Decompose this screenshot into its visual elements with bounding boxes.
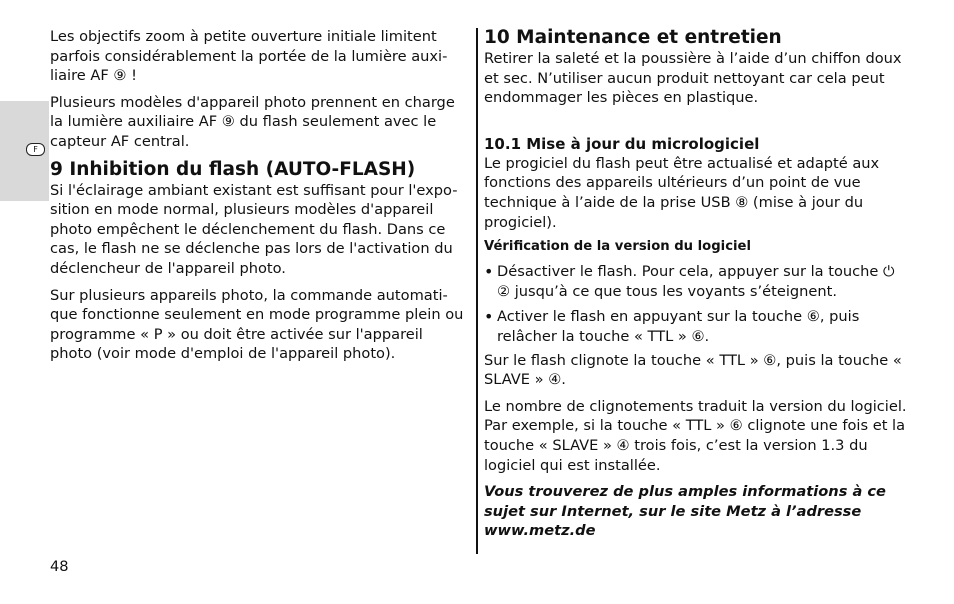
- heading-version-check: Vérification de la version du logiciel: [484, 239, 752, 255]
- paragraph-firmware: Le progiciel du flash peut être actualisé et adapté aux fonctions des appareils ultérieurs d’un point de vue technique à l’aide de la prise USB ⑧ (mise à jour du progiciel).: [484, 154, 880, 231]
- heading-maintenance: 10 Maintenance et entretien: [484, 27, 782, 48]
- list-item: [484, 307, 909, 346]
- paragraph-ambient-light: Si l'éclairage ambiant existant est suffisant pour l'expo-sition en mode normal, plusieurs modèles d'appareil photo empêchent le déclenchement du flash. Dans ce cas, le flash ne se déclenche pas lors de l'activation du déclencheur de l'appareil photo.: [50, 181, 458, 277]
- bullet-mark: •: [484, 307, 494, 327]
- page-number: 48: [50, 558, 69, 575]
- paragraph-auto-control: Sur plusieurs appareils photo, la commande automati-que fonctionne seulement en mode programme plein ou programme « P » ou doit être activée sur l'appareil photo (voir mode d'emploi de l'appareil photo).: [50, 286, 464, 363]
- paragraph-cleaning: Retirer la saleté et la poussière à l’aide d’un chiffon doux et sec. N’utiliser aucun produit nettoyant car cela peut endommager les pièces en plastique.: [484, 50, 902, 107]
- right-column: [484, 27, 909, 541]
- paragraph-af-assist: Plusieurs modèles d'appareil photo prennent en charge la lumière auxiliaire AF ⑨ du flash seulement avec le capteur AF central.: [50, 93, 455, 150]
- paragraph-zoom-lenses: Les objectifs zoom à petite ouverture initiale limitent parfois considérablement la portée de la lumière auxi-liaire AF ⑨ !: [50, 28, 448, 85]
- heading-auto-flash: 9 Inhibition du flash (AUTO-FLASH): [50, 158, 416, 180]
- left-column: [50, 27, 468, 364]
- info-note: Vous trouverez de plus amples informations à ce sujet sur Internet, sur le site Metz à l’adresse www.metz.de: [484, 483, 886, 540]
- bullet-text: Désactiver le flash. Pour cela, appuyer sur la touche ⏻ ② jusqu’à ce que tous les voyants s’éteignent.: [497, 263, 895, 300]
- bullet-text: Activer le flash en appuyant sur la touche ⑥, puis relâcher la touche « TTL » ⑥.: [497, 308, 860, 345]
- list-item: [484, 262, 909, 301]
- bullet-mark: •: [484, 262, 494, 282]
- paragraph-version-count: Le nombre de clignotements traduit la version du logiciel. Par exemple, si la touche « TTL » ⑥ clignote une fois et la touche « SLAVE » ④ trois fois, c’est la version 1.3 du logiciel qui est installée.: [484, 397, 907, 474]
- heading-firmware-update: 10.1 Mise à jour du micrologiciel: [484, 134, 760, 153]
- column-divider: [476, 28, 478, 554]
- paragraph-blink: Sur le flash clignote la touche « TTL » ⑥, puis la touche « SLAVE » ④.: [484, 351, 902, 389]
- language-badge: F: [26, 143, 45, 156]
